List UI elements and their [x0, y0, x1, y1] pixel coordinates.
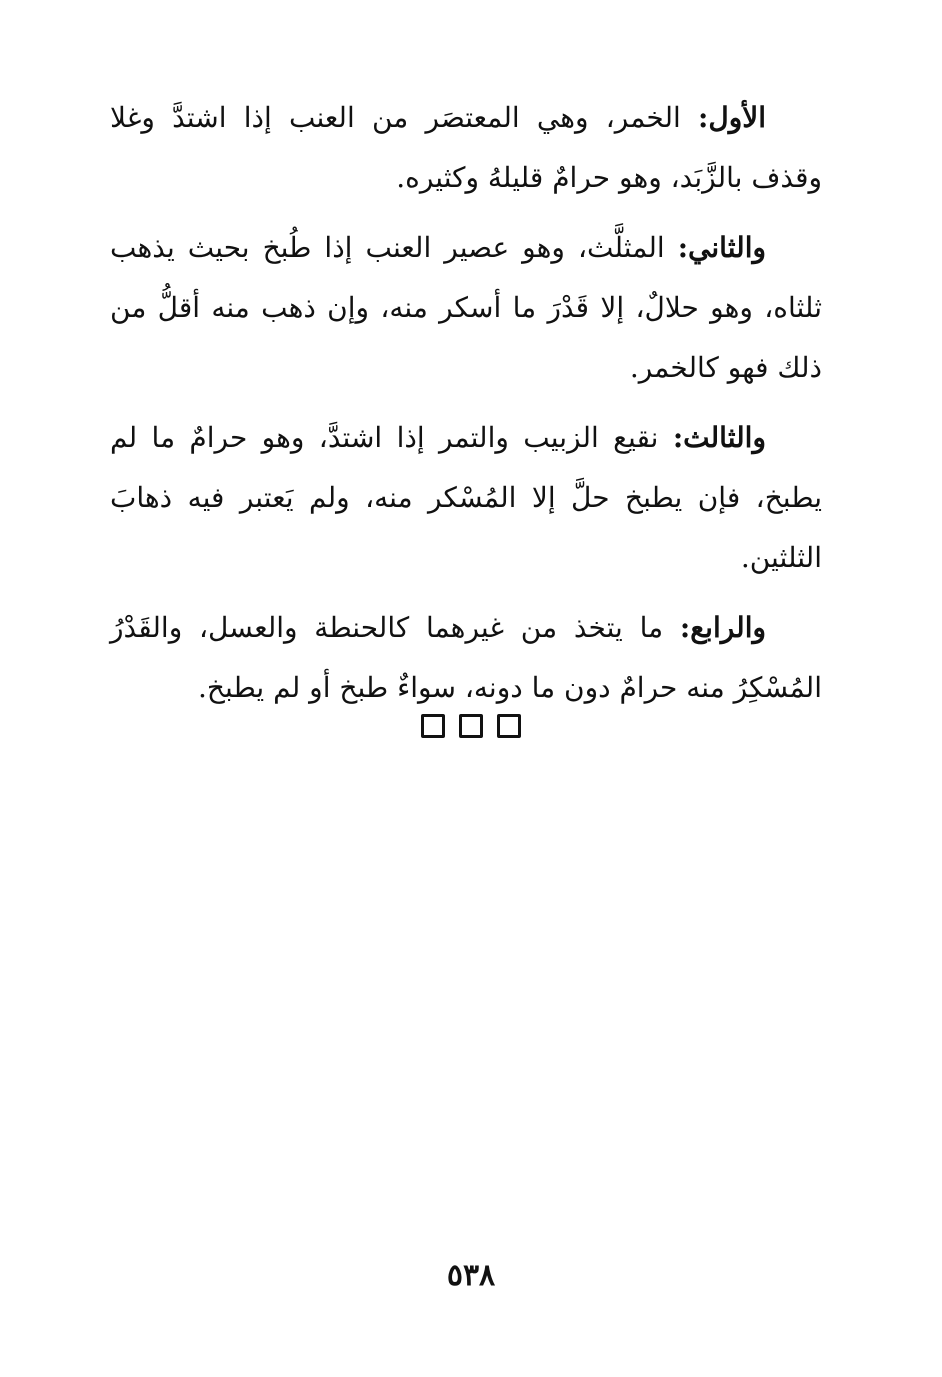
page-number: ٥٣٨	[446, 1258, 496, 1293]
paragraph-text: الخمر، وهي المعتصَر من العنب إذا اشتدَّ وغلا وقذف بالزَّبَد، وهو حرامٌ قليلهُ وكثيره.	[110, 101, 822, 194]
section-separator	[421, 714, 521, 740]
body-text	[110, 88, 822, 728]
paragraph-label: الأول:	[698, 101, 766, 134]
paragraph-label: والرابع:	[679, 611, 766, 644]
paragraph-fourth	[110, 598, 822, 718]
paragraph-first	[110, 88, 822, 208]
paragraph-text: المثلَّث، وهو عصير العنب إذا طُبخ بحيث يذهب ثلثاه، وهو حلالٌ، إلا قَدْرَ ما أسكر منه، وإن ذهب منه أقلُّ من ذلك فهو كالخمر.	[110, 231, 822, 384]
paragraph-third	[110, 408, 822, 588]
square-ornament-icon	[497, 714, 521, 738]
paragraph-second	[110, 218, 822, 398]
paragraph-label: والثالث:	[672, 421, 766, 454]
paragraph-text: نقيع الزبيب والتمر إذا اشتدَّ، وهو حرامٌ ما لم يطبخ، فإن يطبخ حلَّ إلا المُسْكر منه، ولم يَعتبر فيه ذهابَ الثلثين.	[110, 421, 822, 574]
paragraph-text: ما يتخذ من غيرهما كالحنطة والعسل، والقَدْرُ المُسْكِرُ منه حرامٌ دون ما دونه، سواءٌ طبخ أو لم يطبخ.	[110, 611, 822, 704]
square-ornament-icon	[421, 714, 445, 738]
square-ornament-icon	[459, 714, 483, 738]
paragraph-label: والثاني:	[677, 231, 766, 264]
